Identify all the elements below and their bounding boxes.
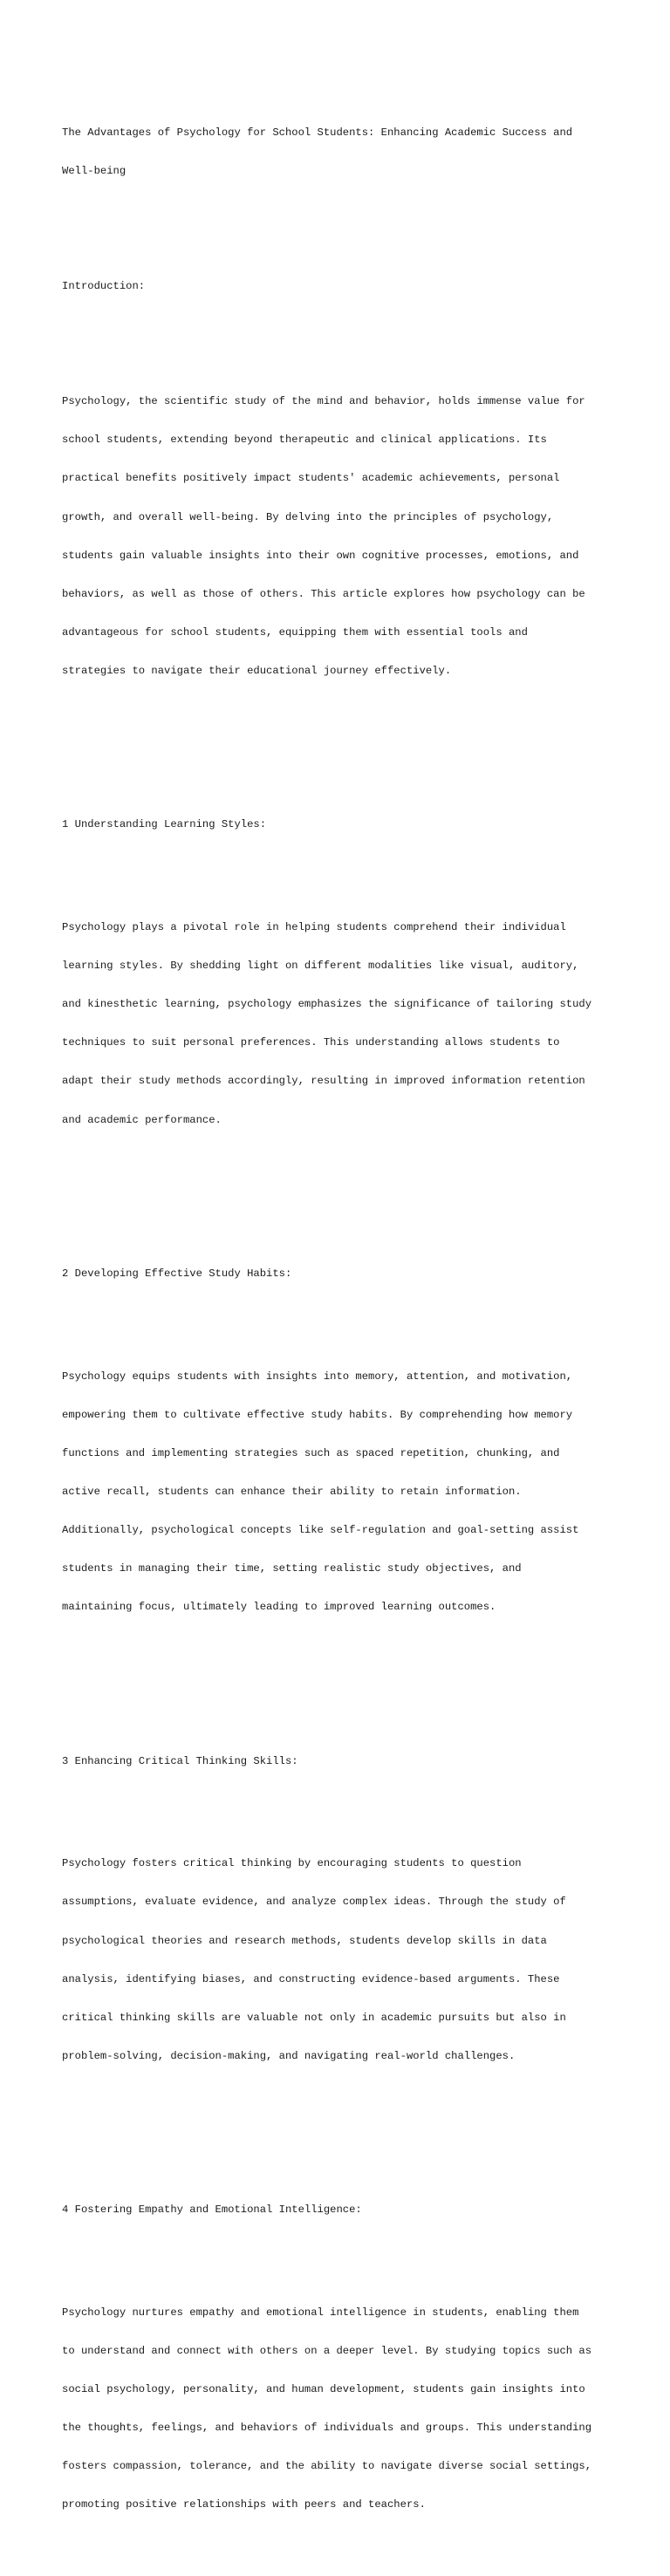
text-line: learning styles. By shedding light on different modalities like visual, auditory, xyxy=(62,960,579,973)
text-line: critical thinking skills are valuable not only in academic pursuits but also in xyxy=(62,2011,566,2024)
text-line: Psychology equips students with insights into memory, attention, and motivation, xyxy=(62,1370,573,1383)
section-paragraph xyxy=(62,2280,620,2537)
text-line: problem-solving, decision-making, and navigating real-world challenges. xyxy=(62,2049,516,2062)
text-line: empowering them to cultivate effective study habits. By comprehending how memory xyxy=(62,1408,573,1421)
document-body xyxy=(62,62,620,2576)
text-line: practical benefits positively impact students' academic achievements, personal xyxy=(62,472,560,485)
section-heading: 4 Fostering Empathy and Emotional Intelligence: xyxy=(62,2204,362,2217)
text-line: techniques to suit personal preferences. This understanding allows students to xyxy=(62,1036,560,1049)
text-line: behaviors, as well as those of others. This article explores how psychology can be xyxy=(62,587,585,600)
text-line: social psychology, personality, and human development, students gain insights into xyxy=(62,2383,585,2396)
text-line: and kinesthetic learning, psychology emphasizes the significance of tailoring study xyxy=(62,998,592,1011)
text-line: Psychology fosters critical thinking by encouraging students to question xyxy=(62,1857,522,1870)
text-line: Psychology plays a pivotal role in helping students comprehend their individual xyxy=(62,921,566,934)
text-line: active recall, students can enhance their ability to retain information. xyxy=(62,1485,522,1498)
title-line: The Advantages of Psychology for School Students: Enhancing Academic Success and xyxy=(62,126,573,139)
text-line: maintaining focus, ultimately leading to improved learning outcomes. xyxy=(62,1601,496,1614)
section-heading: 3 Enhancing Critical Thinking Skills: xyxy=(62,1754,298,1767)
title-line: Well-being xyxy=(62,164,126,177)
text-line: strategies to navigate their educational journey effectively. xyxy=(62,665,452,678)
section-paragraph xyxy=(62,1832,620,2088)
text-line: psychological theories and research methods, students develop skills in data xyxy=(62,1934,547,1947)
section-paragraph xyxy=(62,896,620,1152)
section-heading: 1 Understanding Learning Styles: xyxy=(62,818,267,831)
text-line: functions and implementing strategies such as spaced repetition, chunking, and xyxy=(62,1446,560,1459)
document-title xyxy=(62,100,620,203)
intro-paragraph xyxy=(62,370,620,703)
text-line: school students, extending beyond therapeutic and clinical applications. Its xyxy=(62,434,547,447)
text-line: Psychology nurtures empathy and emotional intelligence in students, enabling them xyxy=(62,2306,579,2319)
text-line: growth, and overall well-being. By delving into the principles of psychology, xyxy=(62,510,554,523)
text-line: the thoughts, feelings, and behaviors of individuals and groups. This understanding xyxy=(62,2422,592,2435)
text-line: promoting positive relationships with peers and teachers. xyxy=(62,2498,426,2511)
text-line: students gain valuable insights into their own cognitive processes, emotions, and xyxy=(62,549,579,562)
section-heading: 2 Developing Effective Study Habits: xyxy=(62,1268,292,1281)
text-line: fosters compassion, tolerance, and the ability to navigate diverse social settings, xyxy=(62,2460,592,2473)
text-line: adapt their study methods accordingly, resulting in improved information retention xyxy=(62,1075,585,1088)
text-line: to understand and connect with others on a deeper level. By studying topics such as xyxy=(62,2345,592,2357)
text-line: advantageous for school students, equipping them with essential tools and xyxy=(62,625,528,639)
text-line: students in managing their time, setting realistic study objectives, and xyxy=(62,1562,522,1575)
text-line: analysis, identifying biases, and constructing evidence-based arguments. These xyxy=(62,1972,560,1985)
intro-heading: Introduction: xyxy=(62,279,146,292)
section-paragraph xyxy=(62,1344,620,1639)
text-line: Psychology, the scientific study of the mind and behavior, holds immense value for xyxy=(62,395,585,408)
text-line: Additionally, psychological concepts like self-regulation and goal-setting assist xyxy=(62,1524,579,1537)
text-line: and academic performance. xyxy=(62,1113,222,1126)
text-line: assumptions, evaluate evidence, and analyze complex ideas. Through the study of xyxy=(62,1896,566,1909)
